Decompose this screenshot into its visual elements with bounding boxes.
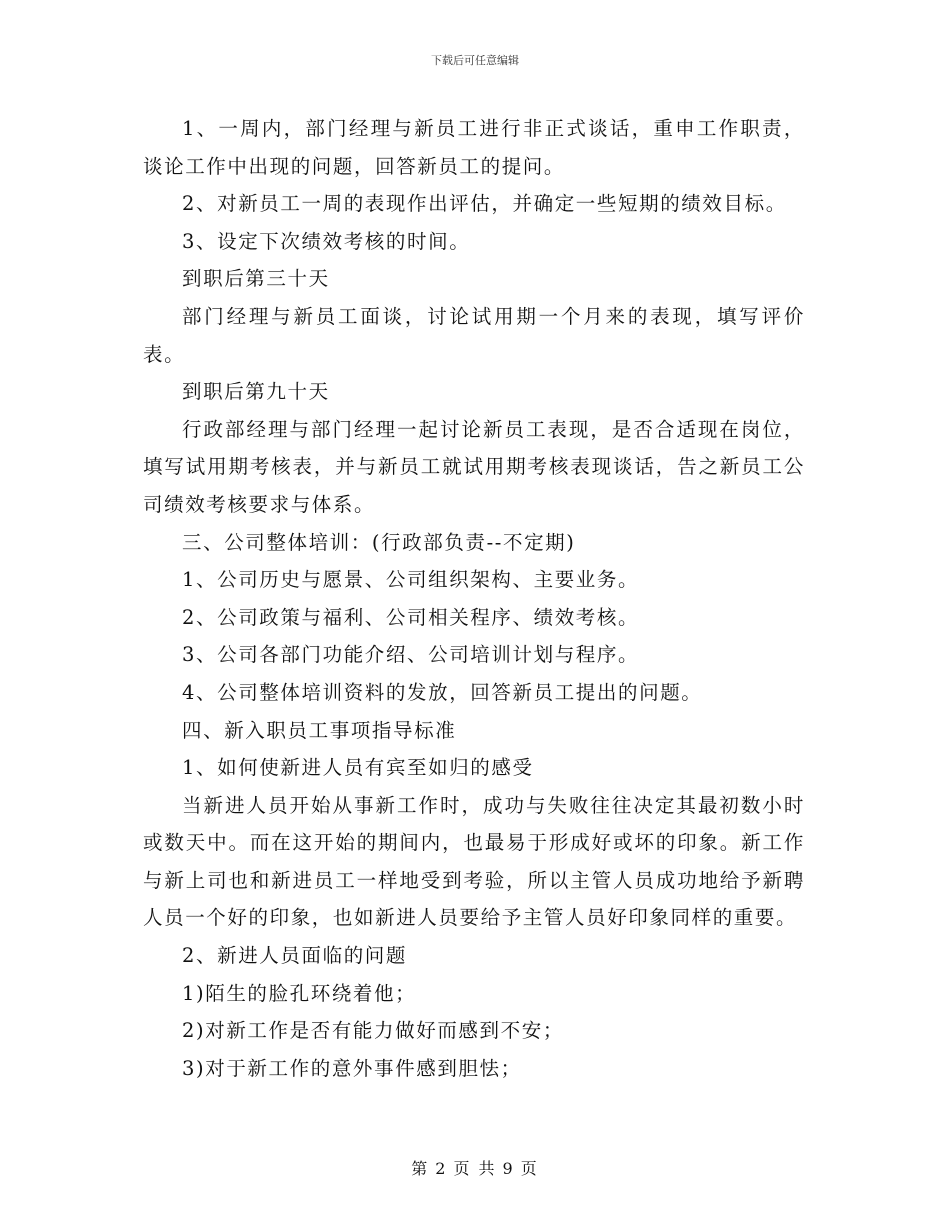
page-total: 9 (502, 1159, 515, 1178)
page-suffix: 页 (520, 1159, 539, 1178)
section-heading: 到职后第九十天 (182, 380, 330, 404)
paragraph: 4、公司整体培训资料的发放，回答新员工提出的问题。 (182, 680, 703, 704)
page-current: 2 (435, 1159, 448, 1178)
paragraph: 行政部经理与部门经理一起讨论新员工表现，是否合适现在岗位，填写试用期考核表，并与新员工就试用期考核表现谈话，告之新员工公司绩效考核要求与体系。 (143, 417, 805, 516)
list-item: 1)陌生的脸孔环绕着他； (182, 981, 417, 1005)
paragraph: 当新进人员开始从事新工作时，成功与失败往往决定其最初数小时或数天中。而在这开始的期间内，也最易于形成好或坏的印象。新工作与新上司也和新进员工一样地受到考验，所以主管人员成功地给予新聘人员一个好的印象，也如新进人员要给予主管人员好印象同样的重要。 (143, 793, 805, 930)
section-heading: 到职后第三十天 (182, 267, 330, 291)
section-heading: 三、公司整体培训：(行政部负责--不定期) (182, 530, 576, 554)
paragraph: 部门经理与新员工面谈，讨论试用期一个月来的表现，填写评价表。 (143, 304, 805, 366)
paragraph: 2、对新员工一周的表现作出评估，并确定一些短期的绩效目标。 (182, 192, 787, 216)
paragraph: 3、公司各部门功能介绍、公司培训计划与程序。 (182, 643, 640, 667)
section-heading: 1、如何使新进人员有宾至如归的感受 (182, 756, 534, 780)
section-heading: 2、新进人员面临的问题 (182, 944, 408, 968)
document-body (143, 110, 805, 1087)
section-heading: 四、新入职员工事项指导标准 (182, 718, 457, 742)
paragraph: 3、设定下次绩效考核的时间。 (182, 229, 471, 253)
paragraph: 1、一周内，部门经理与新员工进行非正式谈话，重申工作职责，谈论工作中出现的问题，回答新员工的提问。 (143, 117, 805, 178)
page-header: 下载后可任意编辑 (431, 54, 519, 67)
page-footer (0, 1156, 950, 1179)
paragraph: 1、公司历史与愿景、公司组织架构、主要业务。 (182, 568, 640, 592)
list-item: 2)对新工作是否有能力做好而感到不安； (182, 1019, 564, 1043)
page-prefix: 第 (411, 1159, 430, 1178)
paragraph: 2、公司政策与福利、公司相关程序、绩效考核。 (182, 605, 640, 629)
list-item: 3)对于新工作的意外事件感到胆怯； (182, 1056, 522, 1080)
page-mid: 页 共 (453, 1159, 497, 1178)
